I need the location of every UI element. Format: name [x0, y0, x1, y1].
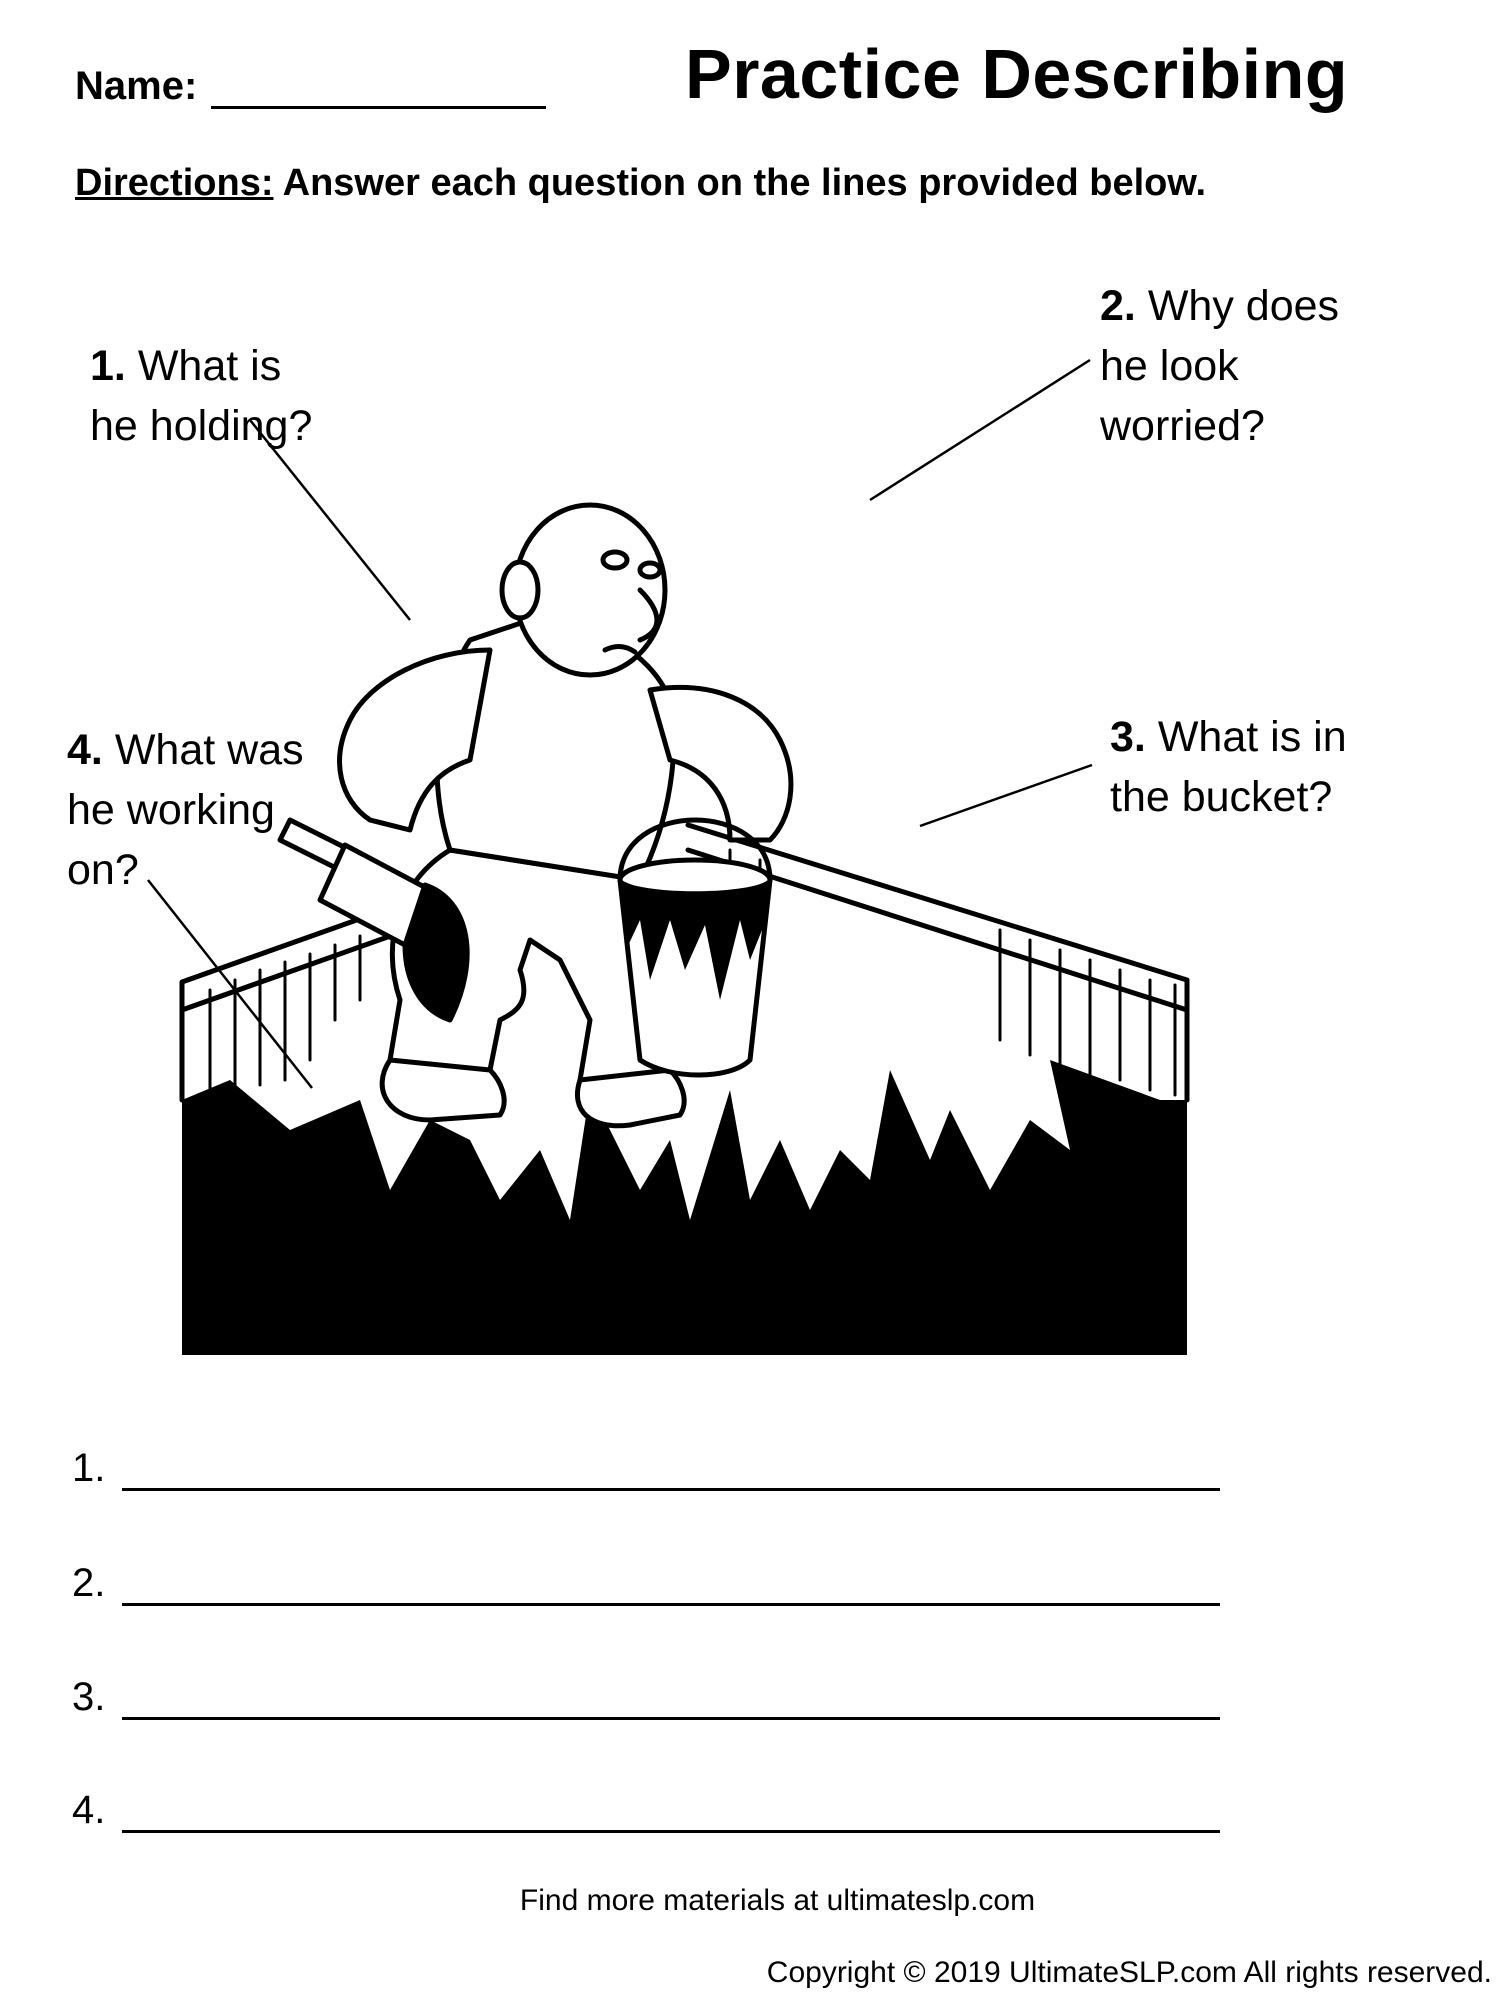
- question-2: [1100, 276, 1339, 456]
- answer-2-line[interactable]: [122, 1567, 1220, 1606]
- question-2-line-1: Why does: [1147, 282, 1340, 330]
- footer-more-materials: Find more materials at ultimateslp.com: [519, 1884, 1036, 1917]
- answer-1-number: 1.: [72, 1446, 106, 1490]
- page-title: Practice Describing: [685, 35, 1349, 113]
- answer-row-4: [72, 1788, 1220, 1833]
- question-3-number: 3.: [1110, 713, 1146, 761]
- question-1-number: 1.: [90, 342, 126, 390]
- question-2-number: 2.: [1100, 282, 1136, 330]
- directions-label: Directions:: [75, 162, 274, 204]
- answer-row-1: [72, 1446, 1220, 1491]
- question-4: [67, 720, 304, 900]
- question-4-line-3: on?: [67, 846, 139, 894]
- answer-4-number: 4.: [72, 1788, 106, 1832]
- question-2-line-3: worried?: [1100, 402, 1265, 450]
- question-1-line-2: he holding?: [90, 402, 313, 450]
- answer-3-line[interactable]: [122, 1681, 1220, 1720]
- question-3-line-2: the bucket?: [1110, 773, 1333, 821]
- answer-row-2: [72, 1561, 1220, 1606]
- question-1-line-1: What is: [137, 342, 282, 390]
- directions-text: Answer each question on the lines provided below.: [282, 162, 1207, 204]
- question-3-line-1: What is in: [1157, 713, 1347, 761]
- leader-line-2: [870, 360, 1090, 500]
- leader-line-3: [920, 765, 1092, 826]
- question-3: [1110, 707, 1347, 827]
- answer-row-3: [72, 1675, 1220, 1720]
- question-4-line-1: What was: [114, 726, 304, 774]
- answer-1-line[interactable]: [122, 1452, 1220, 1491]
- answer-2-number: 2.: [72, 1561, 106, 1605]
- answer-3-number: 3.: [72, 1675, 106, 1719]
- question-4-number: 4.: [67, 726, 103, 774]
- question-2-line-2: he look: [1100, 342, 1239, 390]
- copyright-notice: Copyright © 2019 UltimateSLP.com All rights reserved.: [766, 1956, 1492, 1989]
- answer-4-line[interactable]: [122, 1794, 1220, 1833]
- name-label: Name:: [75, 64, 198, 108]
- leader-line-4: [148, 880, 312, 1088]
- question-1: [90, 336, 312, 456]
- question-4-line-2: he working: [67, 786, 275, 834]
